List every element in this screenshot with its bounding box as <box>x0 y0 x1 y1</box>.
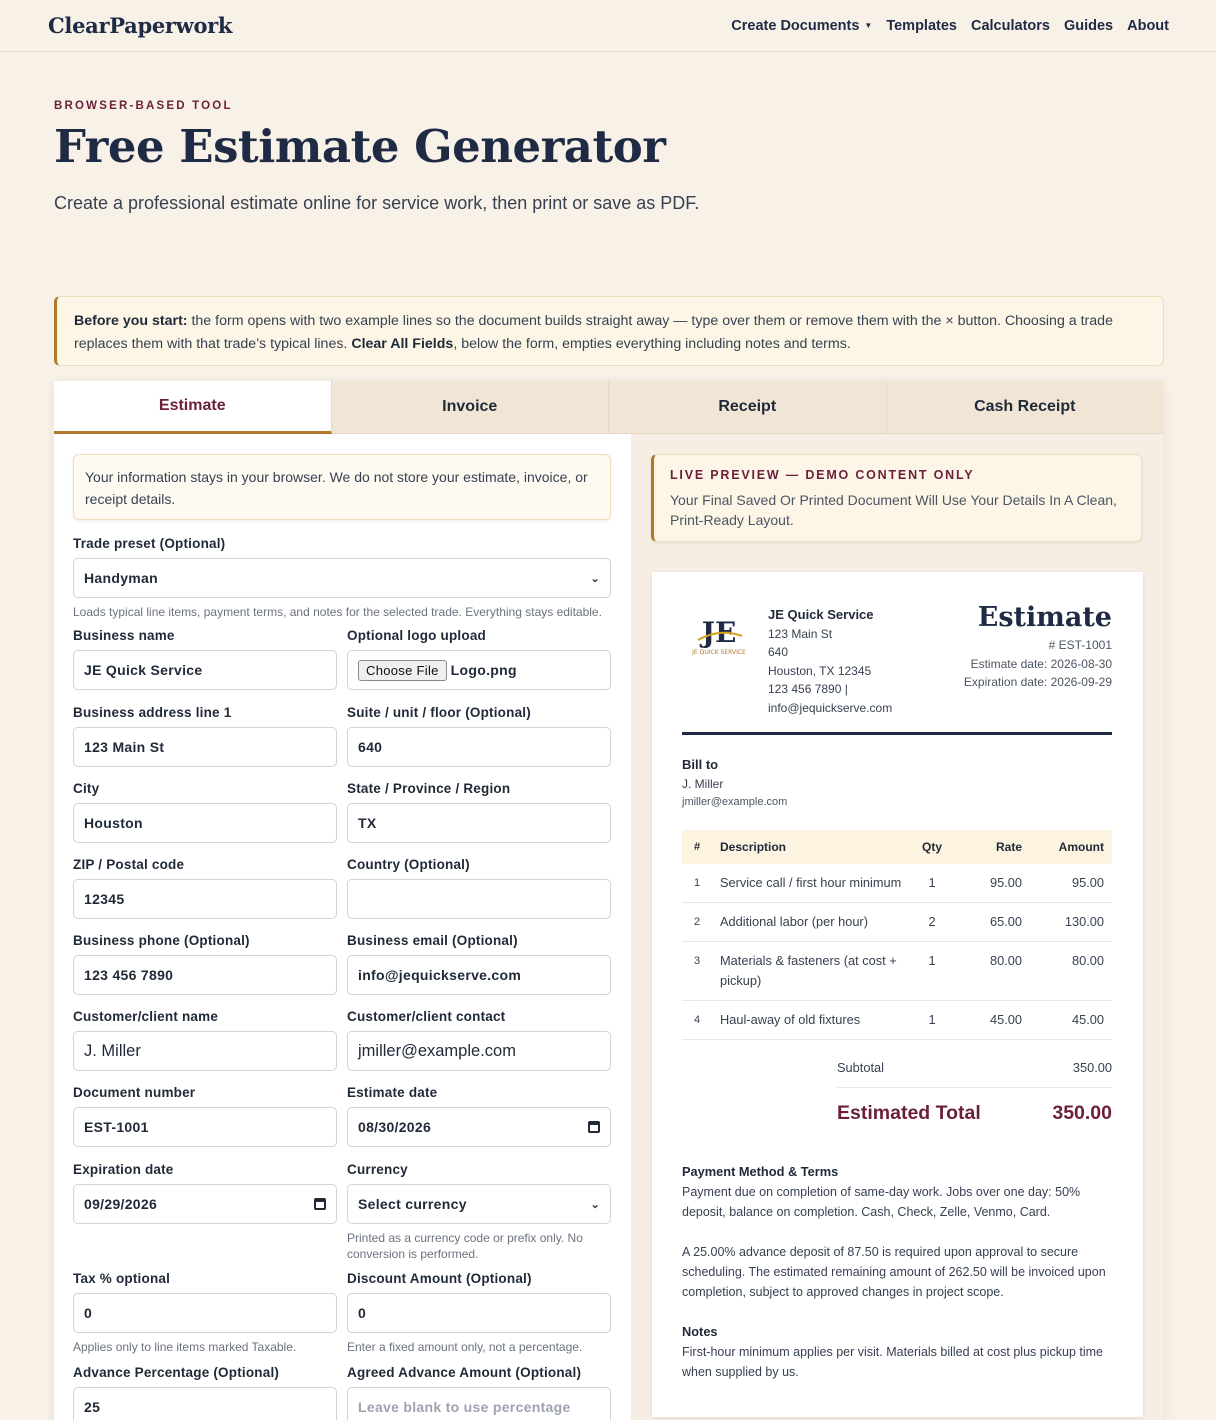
suite-label: Suite / unit / floor (Optional) <box>347 705 531 720</box>
live-preview <box>631 434 1163 1420</box>
discount-label: Discount Amount (Optional) <box>347 1271 532 1286</box>
preview-note-title: LIVE PREVIEW — DEMO CONTENT ONLY <box>670 468 975 482</box>
nav-guides[interactable]: Guides <box>1063 17 1114 34</box>
row-qty: 1 <box>928 1012 936 1027</box>
row-amount: 130.00 <box>1064 914 1104 929</box>
email-input[interactable]: info@jequickserve.com <box>347 955 611 995</box>
estimate-date-label: Estimate date <box>347 1085 438 1100</box>
client-contact-label: Customer/client contact <box>347 1009 506 1024</box>
before-you-start-notice <box>54 296 1164 366</box>
col-amount: Amount <box>1058 840 1104 854</box>
terms-title: Payment Method & Terms <box>682 1164 839 1179</box>
country-label: Country (Optional) <box>347 857 470 872</box>
zip-field <box>73 857 337 919</box>
row-qty: 2 <box>928 914 936 929</box>
document-header <box>964 602 1112 692</box>
row-description: Materials & fasteners (at cost + pickup) <box>720 953 897 988</box>
tab-cash-receipt[interactable]: Cash Receipt <box>887 381 1164 434</box>
currency-select[interactable] <box>347 1184 611 1224</box>
subtotal-row <box>837 1060 1112 1075</box>
table-row <box>682 1001 1112 1040</box>
terms-text: Payment due on completion of same-day work. Jobs over one day: 50% deposit, balance on completion. Cash, Check, Zelle, Venmo, Card. <box>682 1185 1081 1219</box>
document-tabs <box>54 381 1163 434</box>
business-name: JE Quick Service <box>768 607 874 622</box>
table-row <box>682 942 1112 1001</box>
phone-field <box>73 933 337 995</box>
row-rate: 45.00 <box>989 1012 1022 1027</box>
state-input[interactable]: TX <box>347 803 611 843</box>
business-info <box>768 606 892 717</box>
document-number-field <box>73 1085 337 1147</box>
state-field <box>347 781 611 843</box>
document-number-input[interactable]: EST-1001 <box>73 1107 337 1147</box>
row-description: Haul-away of old fixtures <box>720 1012 861 1027</box>
col-number: # <box>693 841 701 853</box>
row-number: 1 <box>693 877 701 889</box>
row-amount: 80.00 <box>1071 953 1104 968</box>
line-items-table <box>682 830 1112 1040</box>
client-name-input[interactable]: J. Miller <box>73 1031 337 1071</box>
col-rate: Rate <box>995 840 1022 854</box>
chevron-down-icon: ⌄ <box>590 572 600 585</box>
city-field <box>73 781 337 843</box>
row-number: 4 <box>693 1014 701 1026</box>
discount-hint: Enter a fixed amount only, not a percentage. <box>347 1340 583 1354</box>
bill-to-email: jmiller@example.com <box>682 796 788 808</box>
expiration-date: Expiration date: 2026-09-29 <box>963 675 1112 689</box>
business-line: 123 Main St <box>768 626 833 641</box>
total-label: Estimated Total <box>837 1102 981 1124</box>
caret-down-icon: ▼ <box>864 21 873 30</box>
trade-preset-value: Handyman <box>84 570 158 586</box>
row-qty: 1 <box>928 875 936 890</box>
city-label: City <box>73 781 100 796</box>
deposit-text: A 25.00% advance deposit of 87.50 is required upon approval to secure scheduling. The estimated remaining amount of 262.50 will be invoiced upon completion, subject to approved changes in project scope. <box>682 1245 1106 1299</box>
table-header <box>682 830 1112 864</box>
tax-hint: Applies only to line items marked Taxable. <box>73 1340 297 1354</box>
currency-hint: Printed as a currency code or prefix only. No conversion is performed. <box>347 1231 583 1261</box>
logo-mark: JE <box>701 616 737 649</box>
table-row <box>682 864 1112 903</box>
table-row <box>682 903 1112 942</box>
nav-about[interactable]: About <box>1127 17 1169 34</box>
hero-eyebrow: BROWSER-BASED TOOL <box>54 100 233 112</box>
nav-calculators[interactable]: Calculators <box>970 17 1050 34</box>
discount-field <box>347 1271 611 1355</box>
tax-input[interactable]: 0 <box>73 1293 337 1333</box>
client-contact-field <box>347 1009 611 1071</box>
preview-note <box>651 454 1142 542</box>
client-name-field <box>73 1009 337 1071</box>
business-line: 123 456 7890 | <box>768 682 848 696</box>
row-qty: 1 <box>928 953 936 968</box>
tab-receipt[interactable]: Receipt <box>609 381 887 434</box>
document-number: # EST-1001 <box>1048 638 1112 652</box>
business-line: Houston, TX 12345 <box>768 663 872 678</box>
nav-templates[interactable]: Templates <box>886 17 957 34</box>
total-divider <box>837 1087 1112 1088</box>
country-field <box>347 857 611 919</box>
nav-create-documents-label: Create Documents <box>731 17 860 34</box>
privacy-note: Your information stays in your browser. We do not store your estimate, invoice, or receipt details. <box>73 454 611 520</box>
row-description: Additional labor (per hour) <box>720 914 868 929</box>
email-field <box>347 933 611 995</box>
zip-input[interactable]: 12345 <box>73 879 337 919</box>
estimate-document <box>652 572 1143 1417</box>
estimate-date: Estimate date: 2026-08-30 <box>970 656 1112 671</box>
estimate-date-value: 08/30/2026 <box>358 1119 432 1135</box>
suite-field <box>347 705 611 767</box>
logo-upload-input[interactable] <box>347 650 611 690</box>
advance-amount-input[interactable]: Leave blank to use percentage <box>347 1387 611 1420</box>
logo-upload-label: Optional logo upload <box>347 628 486 643</box>
zip-label: ZIP / Postal code <box>73 857 185 872</box>
preview-note-text: Your Final Saved Or Printed Document Will Use Your Details In A Clean, Print-Ready Layout. <box>670 492 1117 528</box>
business-name-field <box>73 628 337 690</box>
estimate-date-field <box>347 1085 611 1147</box>
advance-amount-field <box>347 1365 611 1420</box>
page-subtitle: Create a professional estimate online for service work, then print or save as PDF. <box>54 193 700 213</box>
logo-upload-field <box>347 628 611 690</box>
business-name-input[interactable]: JE Quick Service <box>73 650 337 690</box>
hero <box>54 100 699 214</box>
address-label: Business address line 1 <box>73 705 232 720</box>
client-contact-input[interactable]: jmiller@example.com <box>347 1031 611 1071</box>
nav-create-documents[interactable] <box>731 18 872 34</box>
address-field <box>73 705 337 767</box>
trade-preset-label: Trade preset (Optional) <box>73 536 226 551</box>
expiration-date-value: 09/29/2026 <box>84 1196 158 1212</box>
terms-section <box>682 1162 1112 1382</box>
discount-input[interactable]: 0 <box>347 1293 611 1333</box>
document-title: Estimate <box>977 602 1112 633</box>
email-label: Business email (Optional) <box>347 933 518 948</box>
advance-percentage-label: Advance Percentage (Optional) <box>73 1365 280 1380</box>
state-label: State / Province / Region <box>347 781 511 796</box>
top-nav <box>0 0 1216 52</box>
col-qty: Qty <box>921 840 942 854</box>
tax-label: Tax % optional <box>73 1271 171 1286</box>
bill-to-label: Bill to <box>682 757 719 772</box>
advance-percentage-field <box>73 1365 337 1420</box>
row-number: 3 <box>693 955 701 967</box>
row-rate: 95.00 <box>989 875 1022 890</box>
expiration-date-label: Expiration date <box>73 1162 174 1177</box>
row-amount: 95.00 <box>1071 875 1104 890</box>
expiration-date-field <box>73 1162 337 1224</box>
row-description: Service call / first hour minimum <box>720 875 902 890</box>
notes-title: Notes <box>682 1324 718 1339</box>
notice-text-2: , below the form, empties everything including notes and terms. <box>453 336 851 352</box>
client-name-label: Customer/client name <box>73 1009 219 1024</box>
row-number: 2 <box>693 916 701 928</box>
business-line: 640 <box>768 645 789 659</box>
document-generator-card <box>54 381 1163 1420</box>
row-amount: 45.00 <box>1071 1012 1104 1027</box>
logo-file-name: Logo.png <box>450 662 517 678</box>
country-input[interactable] <box>347 879 611 919</box>
trade-preset-hint: Loads typical line items, payment terms, and notes for the selected trade. Everything stays editable. <box>73 605 602 619</box>
notice-bold-2: Clear All Fields <box>351 336 454 352</box>
suite-input[interactable]: 640 <box>347 727 611 767</box>
trade-preset-field <box>73 536 611 620</box>
row-rate: 65.00 <box>989 914 1022 929</box>
total-row <box>837 1102 1112 1125</box>
business-logo-image <box>684 606 754 676</box>
choose-file-button[interactable]: Choose File <box>358 660 447 681</box>
calendar-icon[interactable] <box>314 1198 326 1210</box>
phone-label: Business phone (Optional) <box>73 933 250 948</box>
bill-to-name: J. Miller <box>682 776 724 791</box>
chevron-down-icon: ⌄ <box>590 1198 600 1211</box>
col-description: Description <box>720 840 787 854</box>
tax-field <box>73 1271 337 1355</box>
document-number-label: Document number <box>73 1085 196 1100</box>
currency-label: Currency <box>347 1162 408 1177</box>
row-rate: 80.00 <box>989 953 1022 968</box>
bill-to <box>682 756 787 812</box>
city-input[interactable]: Houston <box>73 803 337 843</box>
advance-amount-label: Agreed Advance Amount (Optional) <box>347 1365 582 1380</box>
address-input[interactable]: 123 Main St <box>73 727 337 767</box>
calendar-icon[interactable] <box>588 1121 600 1133</box>
tab-estimate[interactable]: Estimate <box>54 381 332 434</box>
business-line: info@jequickserve.com <box>768 700 893 715</box>
site-logo[interactable]: ClearPaperwork <box>48 13 233 38</box>
subtotal-label: Subtotal <box>837 1060 884 1075</box>
estimate-form <box>54 434 631 1420</box>
currency-field <box>347 1162 611 1262</box>
notice-text-1: the form opens with two example lines so the document builds straight away — type over them or remove them with the × button. Choosing a trade replaces them with that trade’s typical lines. <box>74 313 1113 352</box>
notice-lead: Before you start: <box>74 313 188 329</box>
notes-text: First-hour minimum applies per visit. Materials billed at cost plus pickup time when supplied by us. <box>682 1345 1103 1379</box>
nav-links <box>731 18 1169 34</box>
header-divider <box>682 732 1112 735</box>
trade-preset-select[interactable] <box>73 558 611 598</box>
phone-input[interactable]: 123 456 7890 <box>73 955 337 995</box>
currency-value: Select currency <box>358 1196 467 1212</box>
logo-text: JE QUICK SERVICE <box>692 649 746 656</box>
estimate-date-input[interactable] <box>347 1107 611 1147</box>
subtotal-value: 350.00 <box>1072 1060 1112 1075</box>
page-title: Free Estimate Generator <box>54 120 666 173</box>
business-name-label: Business name <box>73 628 175 643</box>
tab-invoice[interactable]: Invoice <box>332 381 610 434</box>
advance-percentage-input[interactable]: 25 <box>73 1387 337 1420</box>
expiration-date-input[interactable] <box>73 1184 337 1224</box>
total-value: 350.00 <box>1052 1102 1112 1124</box>
